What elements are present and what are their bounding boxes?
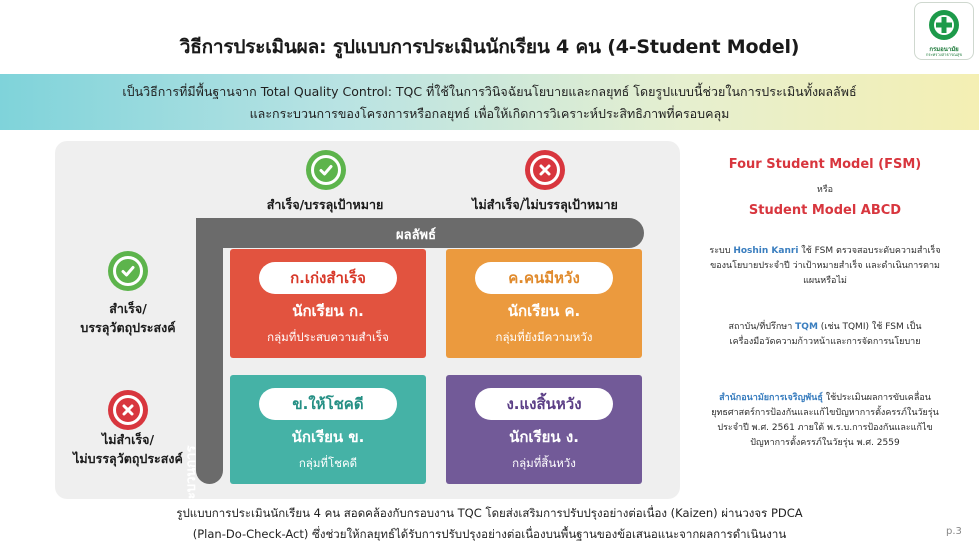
tqm-highlight: TQM xyxy=(795,322,818,332)
quadrant-d-pill: ง.แงสิ้นหวัง xyxy=(475,388,613,420)
hoshin-kanri-highlight: Hoshin Kanri xyxy=(733,246,799,256)
check-circle-icon xyxy=(108,251,148,291)
intro-banner xyxy=(0,74,979,130)
quadrant-b-pill: ข.ให้โชคดี xyxy=(259,388,397,420)
p2-post-b: เครื่องมือวัดความก้าวหน้าและการจัดการนโยบาย xyxy=(729,337,921,347)
x-circle-icon xyxy=(108,390,148,430)
row-header-success-line-1: สำเร็จ/ xyxy=(109,301,147,316)
row-header-fail-line-2: ไม่บรรลุวัตถุประสงค์ xyxy=(73,451,183,466)
p3-post-b: ยุทธศาสตร์การป้องกันและแก้ไขปัญหาการตั้งครรภ์ในวัยรุ่น xyxy=(711,408,939,418)
row-header-success xyxy=(58,299,198,337)
quadrant-a-pill: ก.เก่งสำเร็จ xyxy=(259,262,397,294)
quadrant-a xyxy=(230,249,426,358)
footer-line-2: (Plan-Do-Check-Act) ซึ่งช่วยให้กลยุทธ์ได้รับการปรับปรุงอย่างต่อเนื่องบนพื้นฐานของข้อเสนอแนะจากผลการดำเนินงาน xyxy=(192,527,787,541)
axis-process-label: กระบวนการ xyxy=(184,445,199,514)
x-circle-icon xyxy=(525,150,565,190)
quadrant-a-group: กลุ่มที่ประสบความสำเร็จ xyxy=(267,330,389,344)
quadrant-b-student: นักเรียน ข. xyxy=(291,428,365,446)
page-title: วิธีการประเมินผล: รูปแบบการประเมินนักเรียน 4 คน (4-Student Model) xyxy=(179,36,800,58)
p2-post-a: (เช่น TQMI) ใช้ FSM เป็น xyxy=(817,322,922,332)
quadrant-b xyxy=(230,375,426,484)
quadrant-c-student: นักเรียน ค. xyxy=(507,302,581,320)
tqm-paragraph xyxy=(690,320,960,350)
p1-post-b: ของนโยบายประจำปี ว่าเป้าหมายสำเร็จ และดำเนินการตาม xyxy=(710,261,940,271)
p3-post-a: ใช้ประเมินผลการขับเคลื่อน xyxy=(822,393,931,403)
page-number: p.3 xyxy=(946,526,962,537)
p1-post-c: แผนหรือไม่ xyxy=(803,276,847,286)
quadrant-c xyxy=(446,249,642,358)
footer-line-1: รูปแบบการประเมินนักเรียน 4 คน สอดคล้องกับกรอบงาน TQC โดยส่งเสริมการปรับปรุงอย่างต่อเนื่อง (Kaizen) ผ่านวงจร PDCA xyxy=(176,506,803,520)
fsm-title: Four Student Model (FSM) xyxy=(728,157,922,172)
row-header-success-line-2: บรรลุวัตถุประสงค์ xyxy=(80,320,176,335)
quadrant-c-pill: ค.คนมีหวัง xyxy=(475,262,613,294)
quadrant-b-group: กลุ่มที่โชคดี xyxy=(298,456,358,470)
quadrant-d xyxy=(446,375,642,484)
quadrant-d-student: นักเรียน ง. xyxy=(509,428,579,446)
logo xyxy=(914,2,974,60)
quadrant-c-group: กลุ่มที่ยังมีความหวัง xyxy=(495,330,593,344)
intro-line-2: และกระบวนการของโครงการหรือกลยุทธ์ เพื่อให้เกิดการวิเคราะห์ประสิทธิภาพที่ครอบคลุม xyxy=(249,106,730,121)
or-label: หรือ xyxy=(816,185,834,195)
logo-subtext: กระทรวงสาธารณสุข xyxy=(925,52,963,57)
hoshin-kanri-paragraph xyxy=(690,244,960,289)
reproductive-health-paragraph xyxy=(690,391,960,451)
intro-line-1: เป็นวิธีการที่มีพื้นฐานจาก Total Quality Control: TQC ที่ใช้ในการวินิจฉัยนโยบายและกลยุทธ์ โดยรูปแบบนี้ช่วยในการประเมินทั้งผลลัพธ์ xyxy=(122,84,857,99)
axis-process xyxy=(184,218,223,514)
department-of-health-emblem-icon xyxy=(927,8,961,42)
p1-pre: ระบบ xyxy=(709,246,734,256)
axis-outcome xyxy=(196,218,644,248)
abcd-title: Student Model ABCD xyxy=(748,203,902,218)
bureau-highlight: สำนักอนามัยการเจริญพันธุ์ xyxy=(719,393,823,403)
axis-outcome-label: ผลลัพธ์ xyxy=(396,228,437,243)
column-header-success: สำเร็จ/บรรลุเป้าหมาย xyxy=(266,197,384,212)
p3-post-c: ประจำปี พ.ศ. 2561 ภายใต้ พ.ร.บ.การป้องกันและแก้ไข xyxy=(717,423,933,433)
quadrant-d-group: กลุ่มที่สิ้นหวัง xyxy=(512,456,576,470)
logo-text: กรมอนามัย xyxy=(929,46,959,53)
check-circle-icon xyxy=(306,150,346,190)
column-header-fail: ไม่สำเร็จ/ไม่บรรลุเป้าหมาย xyxy=(472,197,618,212)
p3-post-d: ปัญหาการตั้งครรภ์ในวัยรุ่น พ.ศ. 2559 xyxy=(750,438,900,448)
p1-post-a: ใช้ FSM ตรวจสอบระดับความสำเร็จ xyxy=(798,246,941,256)
p2-pre: สถาบัน/ที่ปรึกษา xyxy=(728,322,796,332)
row-header-fail-line-1: ไม่สำเร็จ/ xyxy=(101,432,155,447)
row-header-fail xyxy=(58,430,198,468)
quadrant-a-student: นักเรียน ก. xyxy=(292,302,364,320)
